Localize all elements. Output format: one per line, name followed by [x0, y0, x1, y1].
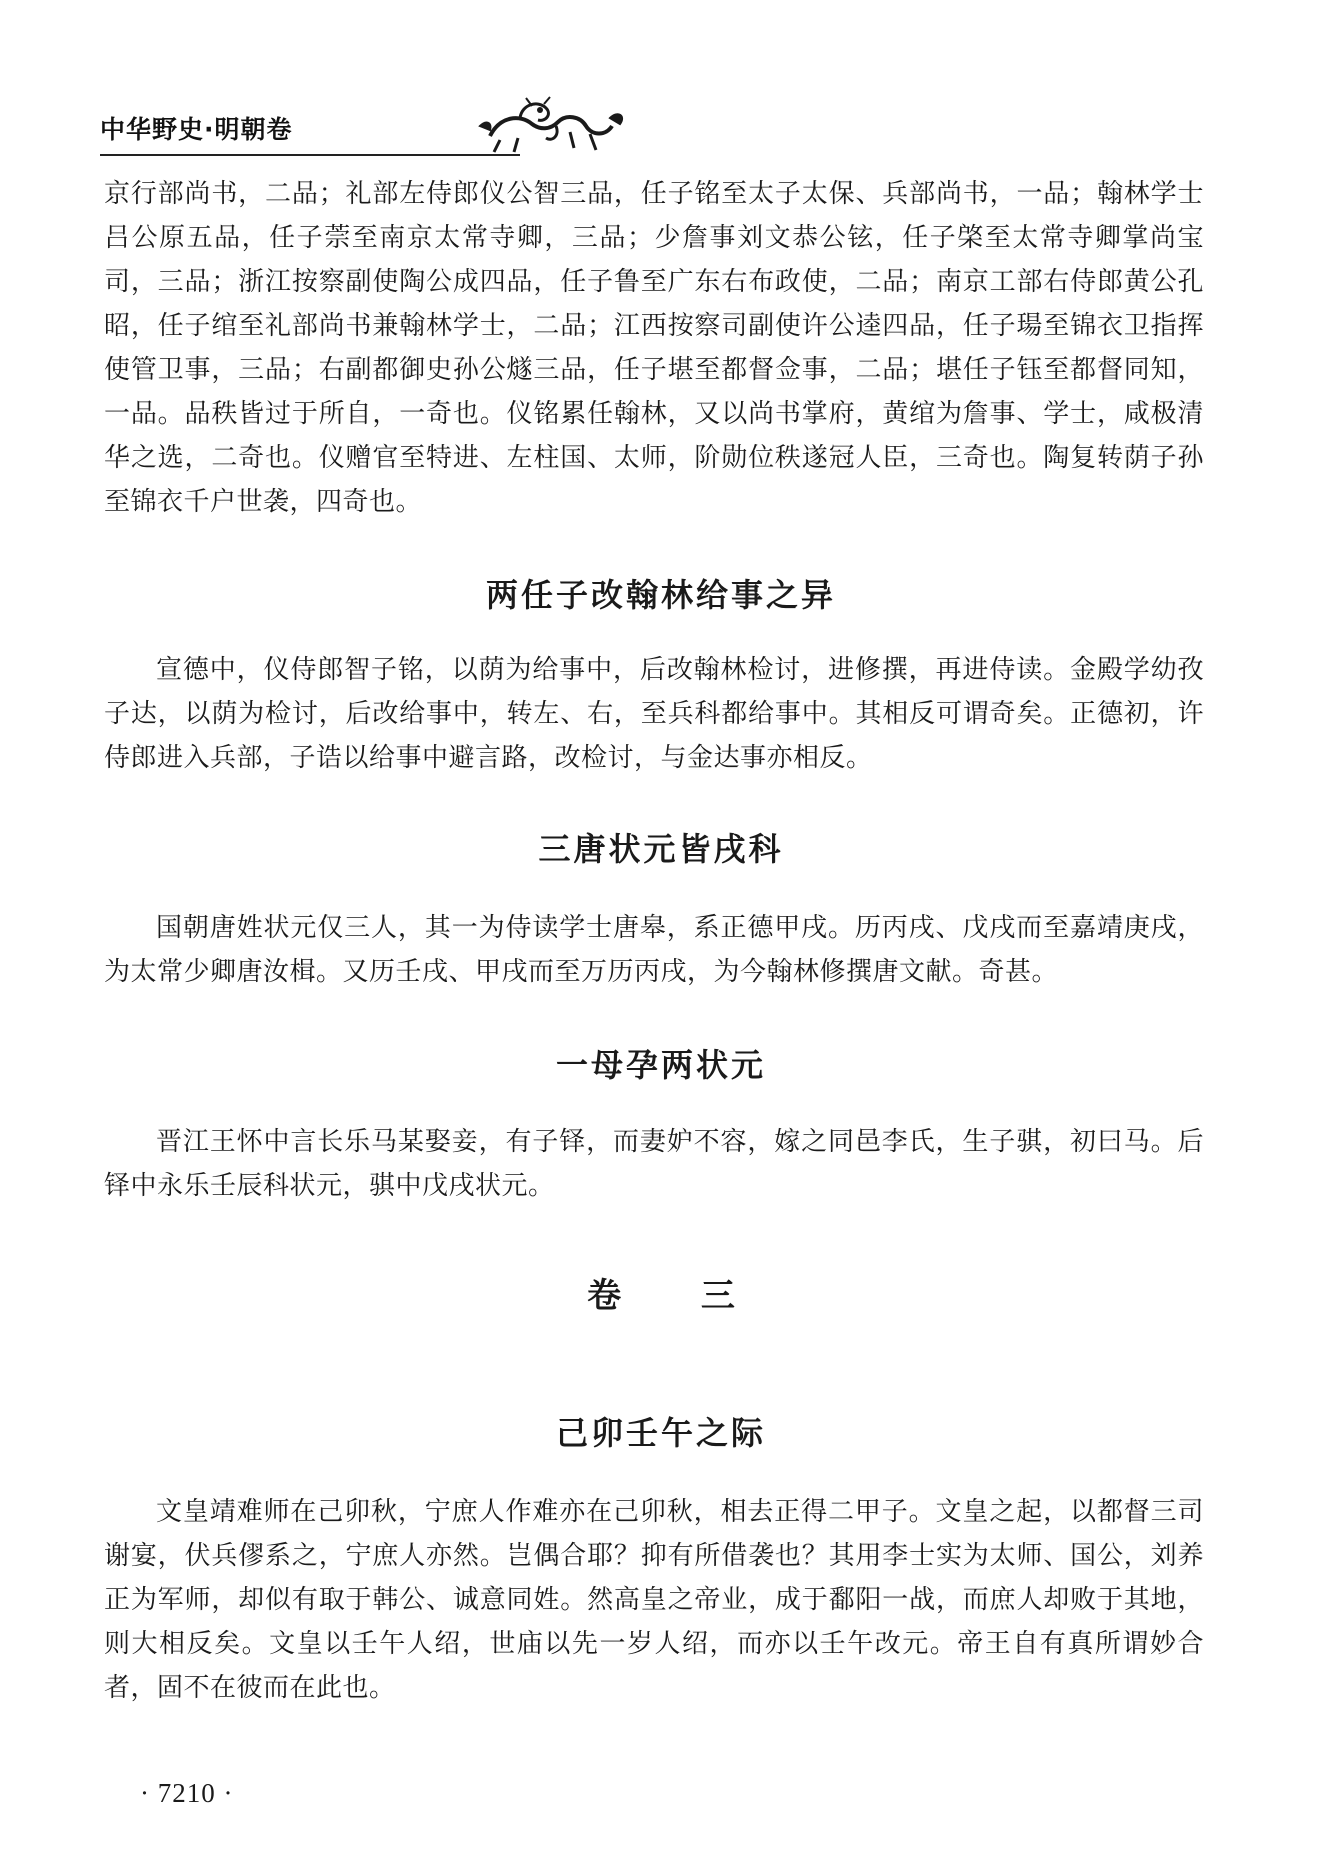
section-title-4: 己卯壬午之际 [555, 1414, 766, 1452]
series-title: 中华野史·明朝卷 [100, 115, 293, 144]
volume-title: 卷 三 [587, 1276, 769, 1316]
intro-paragraph: 京行部尚书，二品；礼部左侍郎仪公智三品，任子铭至太子太保、兵部尚书，一品；翰林学士吕公原五品，任子萗至南京太常寺卿，三品；少詹事刘文恭公铉，任子棨至太常寺卿掌尚宝司，三品；浙江按察副使陶公成四品，任子鲁至广东右布政使，二品；南京工部右侍郎黄公孔昭，任子绾至礼部尚书兼翰林学士，二品；江西按察司副使许公逵四品，任子瑒至锦衣卫指挥使管卫事，三品；右副都御史孙公燧三品，任子堪至都督佥事，二品；堪任子钰至都督同知，一品。品秩皆过于所自，一奇也。仪铭累任翰林，又以尚书掌府，黄绾为詹事、学士，咸极清华之选，二奇也。仪赠官至特进、左柱国、太师，阶勋位秩遂冠人臣，三奇也。陶复转荫子孙至锦衣千户世袭，四奇也。 [104, 179, 1204, 517]
header-rule [100, 154, 520, 156]
dragon-emblem-icon [460, 96, 630, 154]
section-paragraph-2: 国朝唐姓状元仅三人，其一为侍读学士唐皋，系正德甲戌。历丙戌、戊戌而至嘉靖庚戌，为太常少卿唐汝楫。又历壬戌、甲戌而至万历丙戌，为今翰林修撰唐文献。奇甚。 [104, 913, 1204, 987]
section-title-3: 一母孕两状元 [555, 1046, 766, 1084]
running-header [100, 96, 1210, 156]
section-paragraph-1: 宣德中，仪侍郎智子铭，以荫为给事中，后改翰林检讨，进修撰，再进侍读。金殿学幼孜子达，以荫为检讨，后改给事中，转左、右，至兵科都给事中。其相反可谓奇矣。正德初，许侍郎进入兵部，子诰以给事中避言路，改检讨，与金达事亦相反。 [104, 655, 1204, 773]
section-paragraph-3: 晋江王怀中言长乐马某娶妾，有子铎，而妻妒不容，嫁之同邑李氏，生子骐，初曰马。后铎中永乐壬辰科状元，骐中戊戌状元。 [104, 1127, 1204, 1201]
section-paragraph-4: 文皇靖难师在己卯秋，宁庶人作难亦在己卯秋，相去正得二甲子。文皇之起，以都督三司谢宴，伏兵僇系之，宁庶人亦然。岂偶合耶？抑有所借袭也？其用李士实为太师、国公，刘养正为军师，却似有取于韩公、诚意同姓。然高皇之帝业，成于鄱阳一战，而庶人却败于其地，则大相反矣。文皇以壬午人绍，世庙以先一岁人绍，而亦以壬午改元。帝王自有真所谓妙合者，固不在彼而在此也。 [104, 1497, 1204, 1703]
section-title-2: 三唐状元皆戌科 [538, 830, 784, 868]
page-number: · 7210 · [140, 1778, 234, 1808]
section-title-1: 两任子改翰林给事之异 [485, 576, 836, 614]
